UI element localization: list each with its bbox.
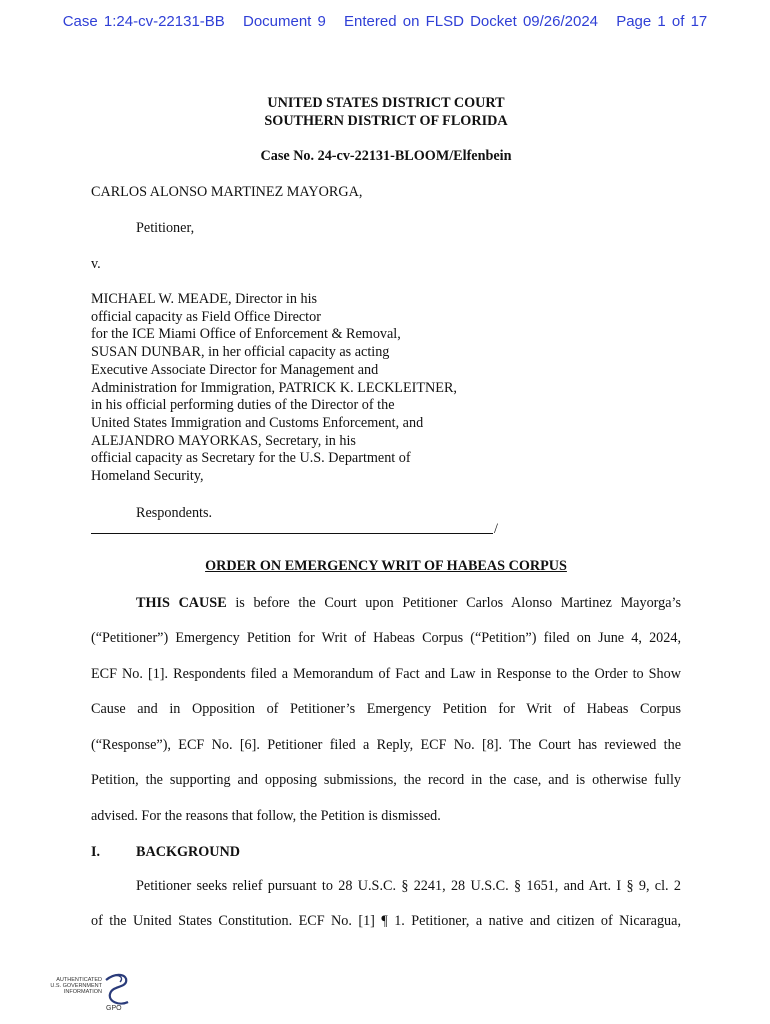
paragraph-line: ECF No. [1]. Respondents filed a Memorandum of Fact and Law in Response to the Order to Show — [91, 666, 681, 682]
section-heading — [91, 844, 240, 861]
seal-text — [44, 977, 102, 995]
petitioner-name: CARLOS ALONSO MARTINEZ MAYORGA, — [91, 184, 363, 200]
respondent-line: for the ICE Miami Office of Enforcement & Removal, — [91, 326, 401, 343]
paragraph-line: Cause and in Opposition of Petitioner’s Emergency Petition for Writ of Habeas Corpus — [91, 701, 681, 717]
paragraph-line: Petitioner seeks relief pursuant to 28 U.S.C. § 2241, 28 U.S.C. § 1651, and Art. I § 9, cl. 2 — [136, 878, 681, 894]
versus: v. — [91, 256, 101, 272]
caption-rule — [91, 521, 493, 534]
header-document-number: Document 9 — [242, 13, 326, 30]
seal-line: AUTHENTICATED — [56, 977, 102, 983]
respondent-line: MICHAEL W. MEADE, Director in his — [91, 291, 318, 307]
docket-header — [0, 13, 770, 30]
respondents-list — [91, 291, 457, 486]
respondents-role: Respondents. — [136, 505, 213, 521]
respondent-line: official capacity as Secretary for the U.S. Department of — [91, 450, 411, 467]
section-title: BACKGROUND — [136, 844, 241, 860]
lead-phrase: THIS CAUSE — [136, 595, 227, 611]
seal-line: U.S. GOVERNMENT — [50, 983, 102, 989]
header-case-number: Case 1:24-cv-22131-BB — [62, 13, 225, 30]
seal-mark: GPO — [106, 1005, 122, 1012]
court-line-1: UNITED STATES DISTRICT COURT — [267, 95, 505, 111]
caption-slash: / — [494, 521, 498, 537]
header-entered-date: Entered on FLSD Docket 09/26/2024 — [344, 13, 599, 30]
paragraph-line: (“Petitioner”) Emergency Petition for Writ of Habeas Corpus (“Petition”) filed on June 4, 2024, — [91, 630, 681, 646]
paragraph-line — [91, 595, 681, 612]
petitioner-role: Petitioner, — [136, 220, 195, 236]
respondent-line: United States Immigration and Customs Enforcement, and — [91, 414, 424, 431]
case-number: Case No. 24-cv-22131-BLOOM/Elfenbein — [260, 148, 512, 164]
respondent-line: Administration for Immigration, PATRICK K. LECKLEITNER, — [91, 379, 457, 396]
respondent-line: SUSAN DUNBAR, in her official capacity as acting — [91, 344, 390, 361]
respondent-line: Homeland Security, — [91, 468, 204, 485]
respondent-line: official capacity as Field Office Director — [91, 308, 321, 325]
court-line-2: SOUTHERN DISTRICT OF FLORIDA — [264, 113, 508, 129]
paragraph-line: advised. For the reasons that follow, the Petition is dismissed. — [91, 808, 441, 824]
paragraph-line: Petition, the supporting and opposing submissions, the record in the case, and is otherwise fully — [91, 772, 681, 788]
court-name — [91, 94, 681, 130]
paragraph-line: of the United States Constitution. ECF No. [1] ¶ 1. Petitioner, a native and citizen of Nicaragua, — [91, 913, 681, 929]
section-number: I. — [91, 844, 101, 860]
gpo-eagle-icon — [102, 972, 132, 1012]
paragraph-line: (“Response”), ECF No. [6]. Petitioner filed a Reply, ECF No. [8]. The Court has reviewed the — [91, 737, 681, 753]
gpo-authentication-seal — [44, 972, 134, 1017]
order-title: ORDER ON EMERGENCY WRIT OF HABEAS CORPUS — [205, 558, 567, 574]
respondent-line: in his official performing duties of the Director of the — [91, 397, 395, 414]
seal-line: INFORMATION — [63, 989, 102, 995]
paragraph-text: is before the Court upon Petitioner Carlos Alonso Martinez Mayorga’s — [226, 595, 681, 611]
respondent-line: ALEJANDRO MAYORKAS, Secretary, in his — [91, 432, 356, 449]
respondent-line: Executive Associate Director for Management and — [91, 361, 379, 378]
header-page-count: Page 1 of 17 — [616, 13, 708, 30]
